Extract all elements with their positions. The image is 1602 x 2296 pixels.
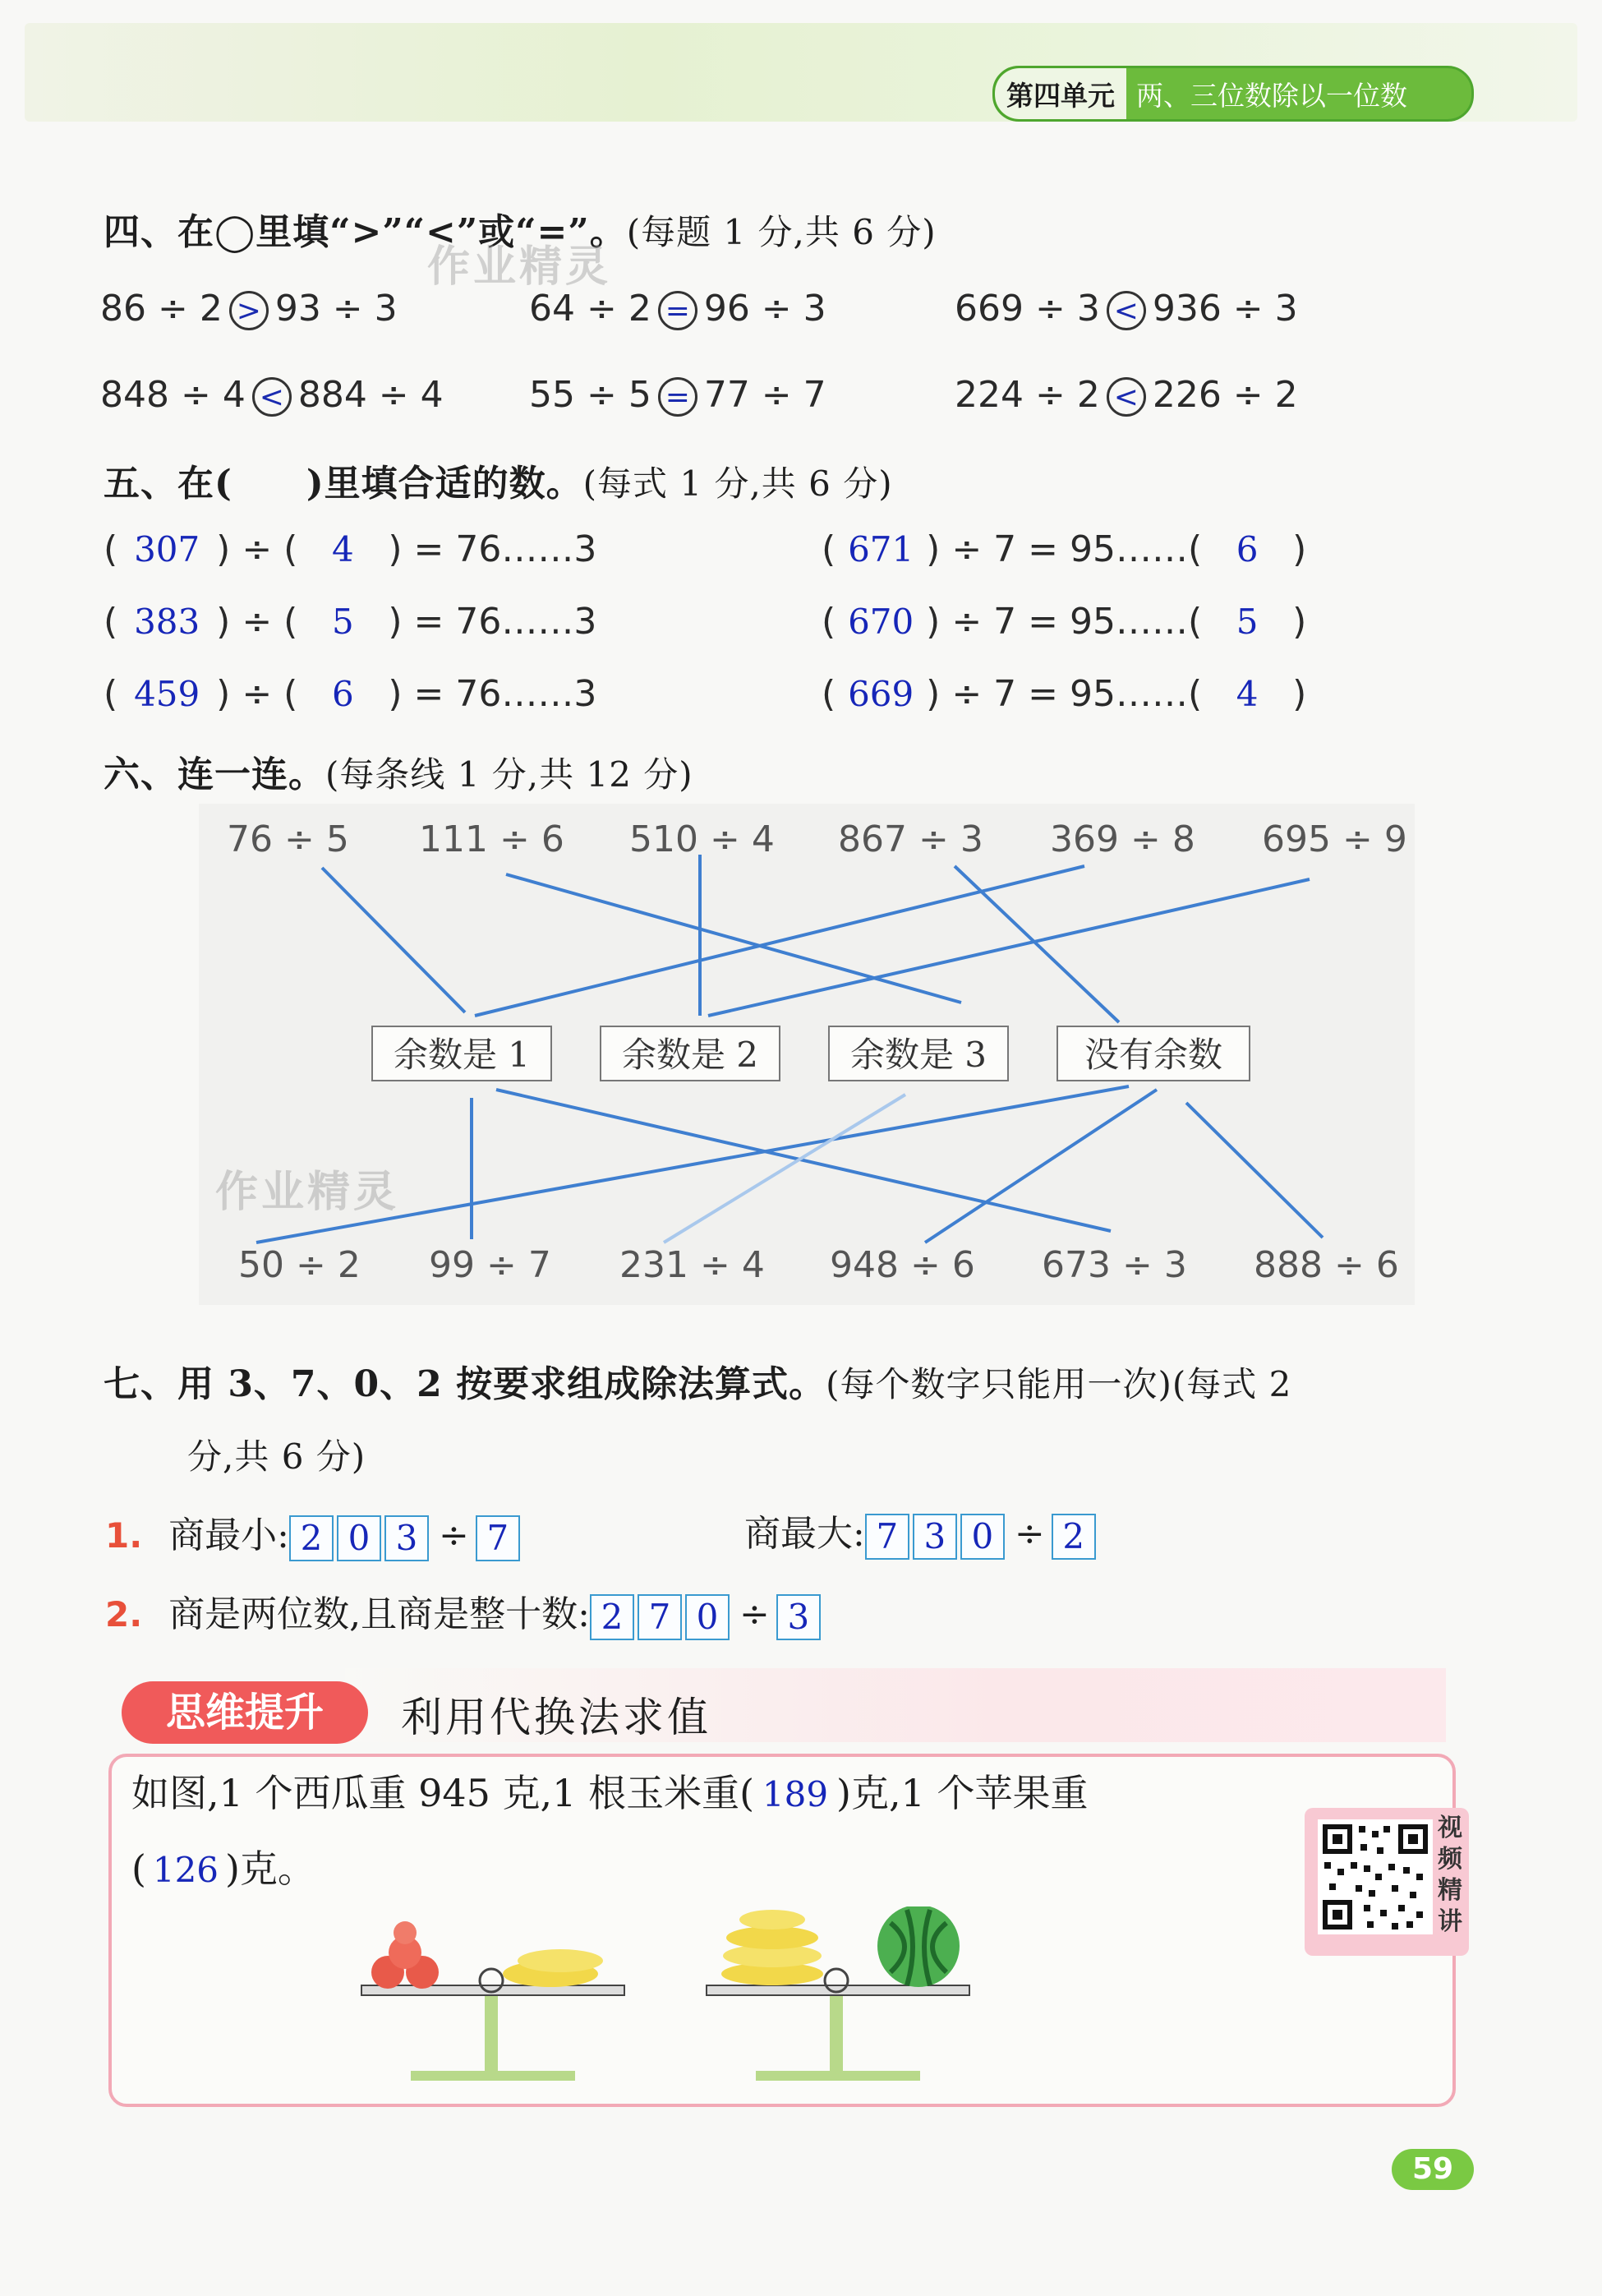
match-line: [1186, 1103, 1323, 1238]
answer-blank[interactable]: 307: [134, 529, 200, 569]
answer-blank[interactable]: 6: [1236, 529, 1259, 569]
remainder-box[interactable]: 余数是 1: [371, 1026, 552, 1081]
answer-circle[interactable]: <: [1107, 377, 1146, 417]
answer-blank[interactable]: 4: [331, 529, 354, 569]
answer-circle[interactable]: <: [252, 377, 292, 417]
section-7-title: 七、用 3、7、0、2 按要求组成除法算式。(每个数字只能用一次)(每式 2: [104, 1363, 1292, 1405]
qr-code-icon[interactable]: [1318, 1819, 1433, 1934]
digit-box[interactable]: 3: [776, 1594, 821, 1640]
fill-row: ( 383 ) ÷ ( 5 ) = 76……3: [104, 601, 597, 643]
compare-item: 848 ÷ 4 < 884 ÷ 4: [100, 374, 444, 416]
unit-label: 第四单元: [995, 68, 1126, 119]
answer-blank[interactable]: 670: [848, 602, 914, 642]
top-expression: 695 ÷ 9: [1262, 818, 1407, 860]
watermark: 作业精灵: [215, 1168, 400, 1217]
top-expression: 76 ÷ 5: [227, 818, 349, 860]
digit-box[interactable]: 0: [960, 1514, 1005, 1560]
match-line: [955, 866, 1119, 1022]
digit-box[interactable]: 2: [289, 1515, 334, 1561]
match-line: [496, 1090, 1111, 1231]
think-badge: 思维提升: [122, 1681, 368, 1744]
unit-topic: 两、三位数除以一位数: [1136, 79, 1407, 112]
compare-item: 224 ÷ 2 < 226 ÷ 2: [955, 374, 1298, 416]
match-line: [322, 868, 465, 1012]
bottom-expression: 948 ÷ 6: [830, 1244, 975, 1286]
compare-item: 669 ÷ 3 < 936 ÷ 3: [955, 288, 1298, 330]
balance-scales-illustration: [345, 1906, 1035, 2087]
bottom-expression: 673 ÷ 3: [1042, 1244, 1187, 1286]
question-1-max: 商最大: 7 3 0 ÷ 2: [744, 1504, 1099, 1560]
digit-box[interactable]: 7: [865, 1514, 909, 1560]
match-line: [506, 874, 961, 1003]
think-title: 利用代换法求值: [401, 1694, 711, 1741]
compare-item: 64 ÷ 2 = 96 ÷ 3: [529, 288, 826, 330]
digit-box[interactable]: 3: [384, 1515, 429, 1561]
match-line-faint: [664, 1095, 905, 1243]
bottom-expression: 231 ÷ 4: [619, 1244, 765, 1286]
scale-right-icon: [707, 1906, 969, 2081]
question-2: 2. 商是两位数,且商是整十数: 2 7 0 ÷ 3: [105, 1584, 824, 1640]
fill-row: ( 671 ) ÷ 7 = 95……( 6 ): [822, 528, 1307, 570]
answer-lines: [256, 855, 1323, 1243]
fill-row: ( 459 ) ÷ ( 6 ) = 76……3: [104, 673, 597, 715]
digit-box[interactable]: 0: [337, 1515, 381, 1561]
fill-row: ( 307 ) ÷ ( 4 ) = 76……3: [104, 528, 597, 570]
bottom-expression: 50 ÷ 2: [238, 1244, 361, 1286]
answer-blank[interactable]: 6: [331, 674, 354, 714]
answer-circle[interactable]: >: [229, 291, 269, 330]
scale-left-icon: [361, 1921, 624, 2081]
remainder-box[interactable]: 余数是 2: [600, 1026, 780, 1081]
think-text-line-1: 如图,1 个西瓜重 945 克,1 根玉米重( 189 )克,1 个苹果重: [131, 1771, 1089, 1815]
bottom-expression: 99 ÷ 7: [429, 1244, 551, 1286]
compare-item: 86 ÷ 2 > 93 ÷ 3: [100, 288, 398, 330]
section-5-title: 五、在( )里填合适的数。(每式 1 分,共 6 分): [104, 463, 893, 505]
match-line: [708, 879, 1310, 1016]
fill-row: ( 670 ) ÷ 7 = 95……( 5 ): [822, 601, 1307, 643]
page-number: 59: [1392, 2149, 1474, 2190]
answer-blank[interactable]: 4: [1236, 674, 1259, 714]
compare-item: 55 ÷ 5 = 77 ÷ 7: [529, 374, 826, 416]
digit-box[interactable]: 2: [1052, 1514, 1096, 1560]
question-1: 1. 商最小: 2 0 3 ÷ 7: [105, 1505, 523, 1561]
answer-circle[interactable]: =: [658, 291, 697, 330]
digit-box[interactable]: 0: [685, 1594, 730, 1640]
top-expression: 867 ÷ 3: [838, 818, 983, 860]
answer-blank[interactable]: 126: [152, 1850, 219, 1890]
watermark: 作业精灵: [427, 242, 612, 292]
answer-circle[interactable]: <: [1107, 291, 1146, 330]
think-text-line-2: ( 126 )克。: [131, 1846, 315, 1891]
bottom-expression: 888 ÷ 6: [1254, 1244, 1399, 1286]
video-label: 视 频 精 讲: [1438, 1814, 1462, 1936]
digit-box[interactable]: 2: [590, 1594, 634, 1640]
no-remainder-box[interactable]: 没有余数: [1056, 1026, 1250, 1081]
digit-box[interactable]: 7: [638, 1594, 682, 1640]
answer-blank[interactable]: 669: [848, 674, 914, 714]
remainder-box[interactable]: 余数是 3: [828, 1026, 1009, 1081]
fill-row: ( 669 ) ÷ 7 = 95……( 4 ): [822, 673, 1307, 715]
section-4-title: 四、在◯里填“>”“<”或“=”。(每题 1 分,共 6 分): [104, 211, 937, 253]
top-expression: 369 ÷ 8: [1050, 818, 1195, 860]
answer-blank[interactable]: 383: [134, 602, 200, 642]
answer-circle[interactable]: =: [658, 377, 697, 417]
answer-blank[interactable]: 459: [134, 674, 200, 714]
answer-blank[interactable]: 5: [331, 602, 354, 642]
digit-box[interactable]: 3: [913, 1514, 957, 1560]
answer-blank[interactable]: 189: [762, 1774, 829, 1814]
top-expression: 111 ÷ 6: [419, 818, 564, 860]
section-7-note: 分,共 6 分): [187, 1436, 366, 1477]
answer-blank[interactable]: 671: [848, 529, 914, 569]
digit-box[interactable]: 7: [476, 1515, 520, 1561]
match-line: [475, 866, 1084, 1016]
top-expression: 510 ÷ 4: [629, 818, 775, 860]
section-6-title: 六、连一连。(每条线 1 分,共 12 分): [104, 754, 693, 795]
match-line: [925, 1090, 1157, 1243]
answer-blank[interactable]: 5: [1236, 602, 1259, 642]
